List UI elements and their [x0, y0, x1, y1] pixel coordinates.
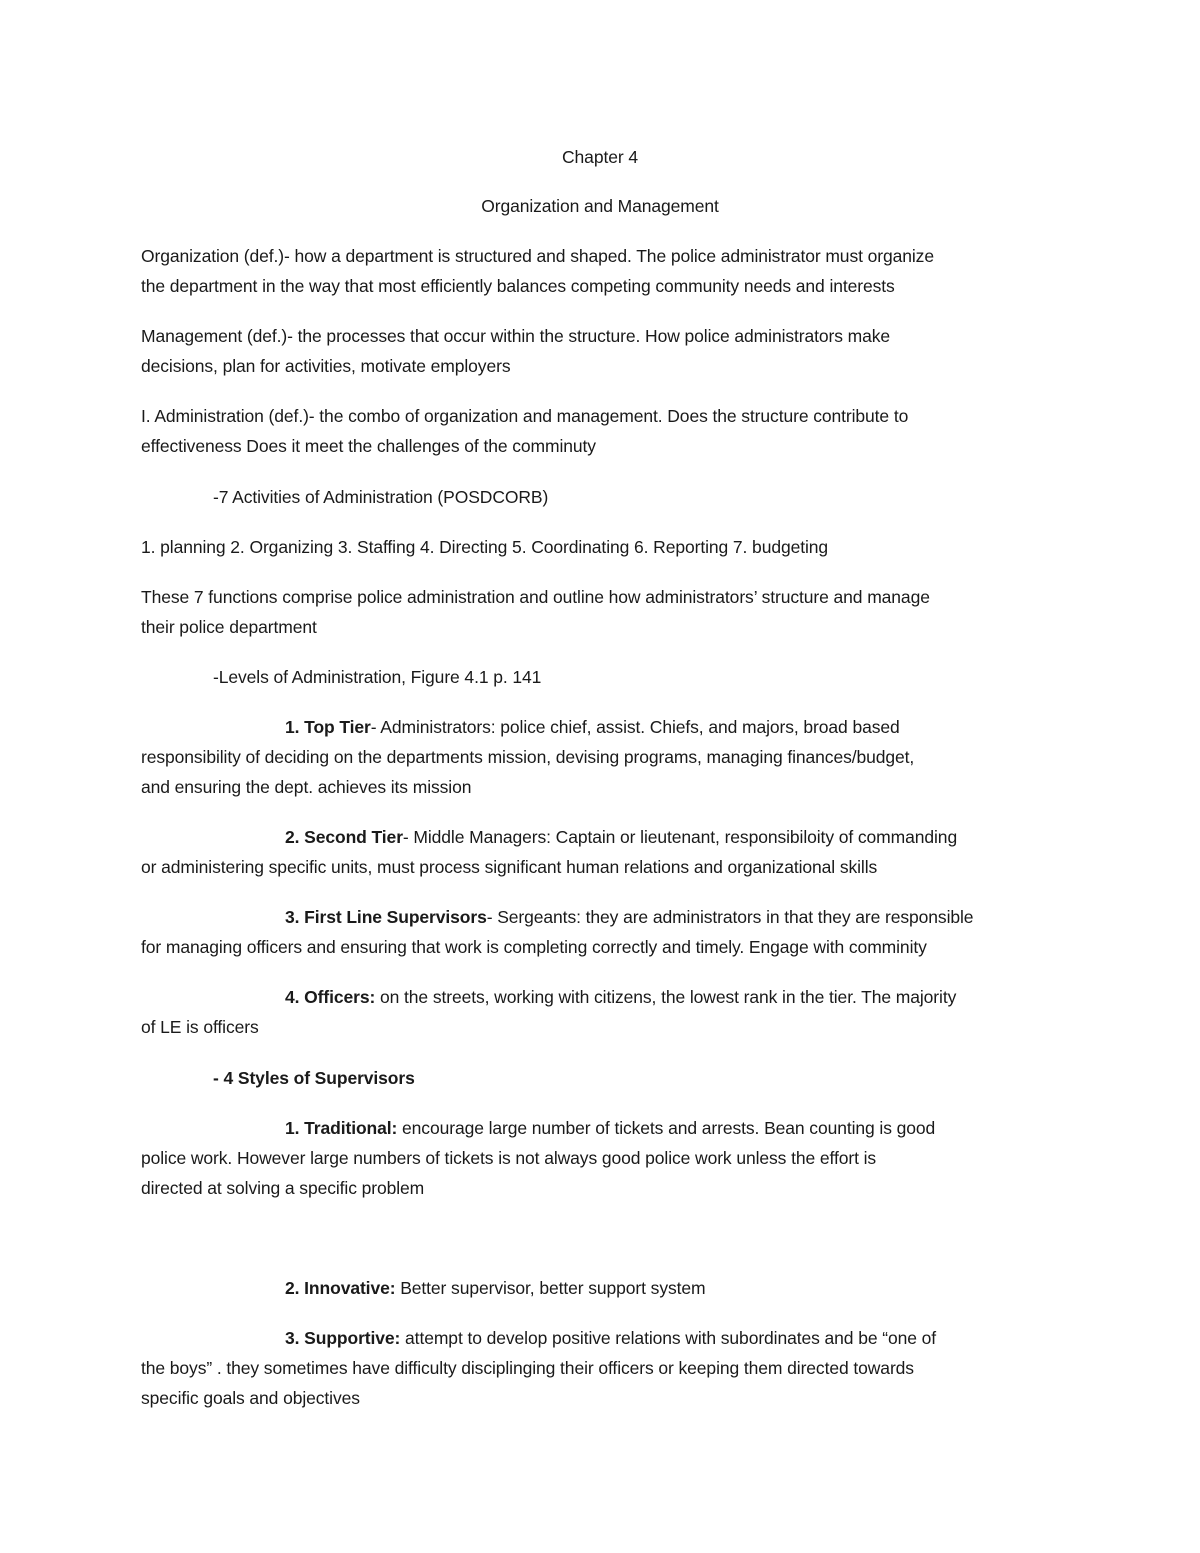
organization-definition-line-2: the department in the way that most efficiently balances competing community needs and interests — [141, 276, 895, 296]
posdcorb-summary-line-1: These 7 functions comprise police administration and outline how administrators’ structure and manage — [141, 587, 930, 607]
style-supportive-line-1 — [285, 1328, 936, 1348]
management-definition-line-2: decisions, plan for activities, motivate employers — [141, 356, 511, 376]
style-innovative-line-1 — [285, 1278, 706, 1298]
organization-definition-line-1: Organization (def.)- how a department is structured and shaped. The police administrator must organize — [141, 246, 934, 266]
level-label: 1. Top Tier — [285, 717, 371, 737]
posdcorb-list: 1. planning 2. Organizing 3. Staffing 4. Directing 5. Coordinating 6. Reporting 7. budgeting — [141, 537, 829, 557]
level-text: on the streets, working with citizens, the lowest rank in the tier. The majority — [375, 987, 957, 1007]
style-supportive-line-3: specific goals and objectives — [141, 1388, 360, 1408]
level-text: - Middle Managers: Captain or lieutenant, responsibiloity of commanding — [402, 827, 958, 847]
level-label: 3. First Line Supervisors — [285, 907, 487, 927]
level-second-tier-line-1 — [285, 827, 957, 847]
level-label: 4. Officers: — [285, 987, 376, 1007]
level-first-line-line-1 — [285, 907, 973, 927]
level-top-tier-line-1 — [285, 717, 900, 737]
style-text: attempt to develop positive relations with subordinates and be “one of — [400, 1328, 937, 1348]
style-traditional-line-2: police work. However large numbers of tickets is not always good police work unless the effort is — [141, 1148, 877, 1168]
style-label: 3. Supportive: — [285, 1328, 401, 1348]
levels-heading: -Levels of Administration, Figure 4.1 p. 141 — [213, 667, 542, 687]
level-text: - Administrators: police chief, assist. Chiefs, and majors, broad based — [370, 717, 900, 737]
style-label: 1. Traditional: — [285, 1118, 398, 1138]
administration-definition-line-2: effectiveness Does it meet the challenges of the comminuty — [141, 436, 596, 456]
management-definition-line-1: Management (def.)- the processes that occur within the structure. How police administrators make — [141, 326, 891, 346]
style-supportive-line-2: the boys” . they sometimes have difficulty disciplinging their officers or keeping them directed towards — [141, 1358, 914, 1378]
level-label: 2. Second Tier — [285, 827, 403, 847]
style-label: 2. Innovative: — [285, 1278, 396, 1298]
level-officers-line-1 — [285, 987, 956, 1007]
style-traditional-line-1 — [285, 1118, 935, 1138]
level-first-line-line-2: for managing officers and ensuring that work is completing correctly and timely. Engage with comminity — [141, 937, 927, 957]
page-title: Organization and Management — [481, 196, 719, 216]
style-text: Better supervisor, better support system — [395, 1278, 706, 1298]
level-officers-line-2: of LE is officers — [141, 1017, 259, 1037]
style-text: encourage large number of tickets and arrests. Bean counting is good — [397, 1118, 936, 1138]
administration-definition-line-1: I. Administration (def.)- the combo of organization and management. Does the structure contribute to — [141, 406, 909, 426]
posdcorb-heading: -7 Activities of Administration (POSDCORB) — [213, 487, 549, 507]
style-traditional-line-3: directed at solving a specific problem — [141, 1178, 425, 1198]
level-second-tier-line-2: or administering specific units, must process significant human relations and organizational skills — [141, 857, 878, 877]
level-text: - Sergeants: they are administrators in that they are responsible — [486, 907, 974, 927]
styles-heading: - 4 Styles of Supervisors — [213, 1068, 415, 1088]
posdcorb-summary-line-2: their police department — [141, 617, 317, 637]
chapter-heading: Chapter 4 — [562, 147, 638, 167]
level-top-tier-line-2: responsibility of deciding on the departments mission, devising programs, managing finances/budget, — [141, 747, 915, 767]
level-top-tier-line-3: and ensuring the dept. achieves its mission — [141, 777, 472, 797]
